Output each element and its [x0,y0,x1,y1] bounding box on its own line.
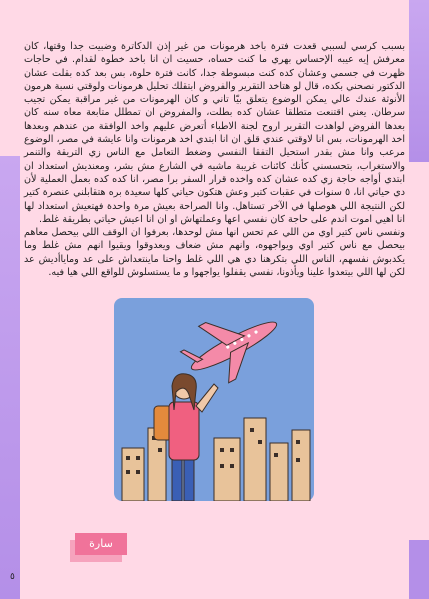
left-decorative-band [0,156,20,599]
right-decorative-band [409,0,429,162]
article-paragraph-2: ونفسي ناس كتير اوي من اللي عم تحس انها مش لوحدها، بعرفوا ان الوقف اللي بيحصل معاهم بيحصل مع ناس كتير اوي ويواجهوه، وانهم مش ضعاف ويعدوقوا ويقيوا انهم مش غلط وما يكدبوش نفسهم، الناس اللي بتكرهنا دي هي اللي غلط واحنا ماينتعداش على عد وماياأديش عد لكن لها اللي بيتعدوا علينا ويأذونا، نفسي يقفلوا يواجهوا و ما يستسلوش للواقع اللي هيا فيه. [24,227,405,279]
illustration [114,298,314,501]
name-badge: سارة [75,533,127,555]
article-paragraph-1: بسبب كرسي لسببي قعدت فترة باخد هرمونات من غير إذن الدكاترة وضبيت جدا وقتها، كان معرفش إيه عيبه الإحساس بهري ما كنت حساه، حسيت ان انا باخد خطوة لقدام. في حاجات ظهرت في جسمي وعشان كده كنت مبسوطة جدا، كانت فترة حلوة، بس بعد كده بقلت عشان الدكتور نصحني بكده، قال لو هتاخد التقرير والفروض ابتقلك تحليل هرمونات ولوقتي نسبة هرمون الأنوثة عندك عالي يمكن الوضوع يتعلق بيّا تاني و كان الهرمونات من غير مراقبة يمكن تجيب سرطان. يعني اقتنعت متطلقا عشان كده بطلت، والمفروض ان تمطلل متابعة معاه سنه كان بعدها الفروض لواهدت التقرير اروح لجنة الاطباء أتعرض عليهم واخد الوافقة من عندهم وبعدها اخد الهرمونات، بس انا لاوقتي عندي قلق ان انا ابتدي اخد هرمونات وانا عايشة في مصر، الوضوع مرعب وانا مش بقدر استحيل التفقا النفسي وضغط التعامل مع الناس زي التريقة والتنمر والاستغراب، بتحسسني كأنك كائنات غريبة ماشيه في الشارع مش بشر، ومعنديش استعداد ان ابتدي أواجه حاجة زي كده عشان كده واخده قرار السفر برا مصر، انا كده كده بعمل العملية لأن دي حياتي انا، ٥ سنوات في عقبات كتير وعش هتكون حياتي كلها سعيدة بره هتقابلني عنصرة كتير لكن النتيجة اللي هوصلها في الآخر تستاهل. وانا الصراحة بعيش مرة واحدة فهتعيش استعداد لها انا اهيي اموت اندم على حاجة كان نفسي اعها وعملتهاش او ان انا اعيش حياتي بطريقة غلط. [24,41,405,225]
page-number: ٥ [10,572,15,582]
article-text [24,40,405,279]
right-bottom-decorative-band [409,540,429,599]
